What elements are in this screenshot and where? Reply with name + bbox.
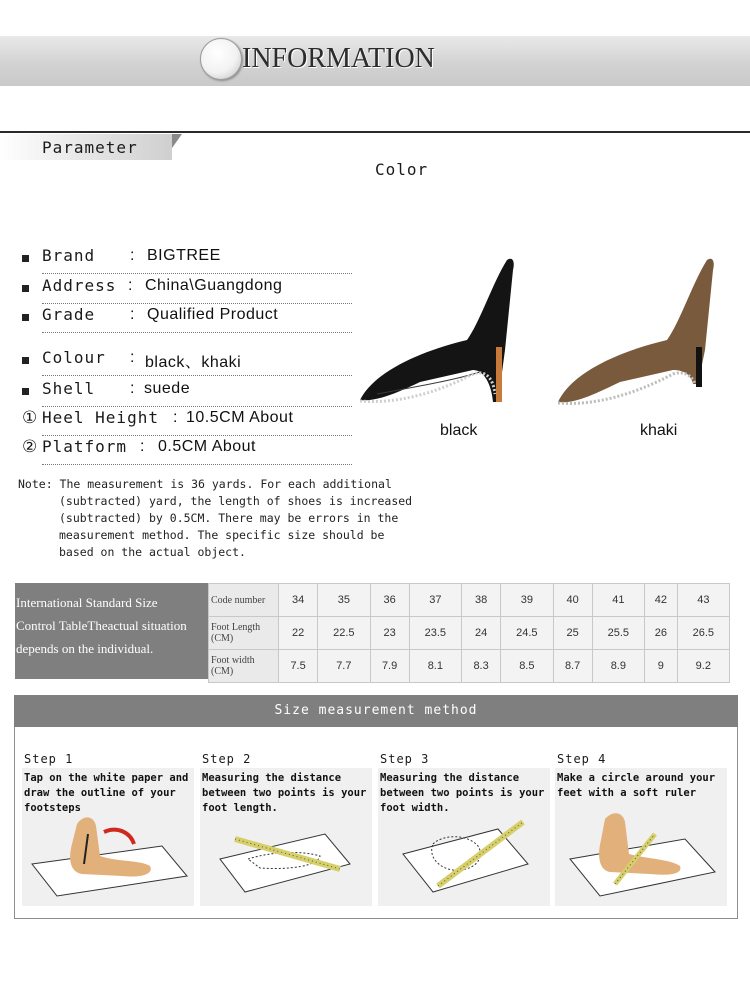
table-cell: 23: [370, 617, 409, 650]
table-cell: 8.3: [462, 650, 501, 683]
circled-one-icon: ①: [22, 408, 38, 428]
table-cell: 7.9: [370, 650, 409, 683]
table-cell: 8.5: [501, 650, 553, 683]
table-cell: 25: [553, 617, 592, 650]
square-bullet-icon: [22, 314, 29, 321]
method-title: Size measurement method: [274, 703, 478, 718]
note-line: Note: The measurement is 36 yards. For each additional: [18, 477, 392, 491]
dotted-divider: [42, 375, 352, 376]
table-cell: 40: [553, 584, 592, 617]
title-line: Control TableTheactual situation: [16, 618, 187, 633]
spec-key: Colour: [42, 348, 106, 367]
table-cell: 37: [409, 584, 461, 617]
spec-row-colour: [22, 348, 352, 374]
spec-sep: :: [130, 349, 135, 366]
spec-sep: :: [130, 247, 135, 264]
spec-sep: :: [140, 438, 145, 455]
spec-key: Shell: [42, 379, 96, 398]
step-4-card: [555, 768, 727, 906]
spec-value: Qualified Product: [147, 306, 279, 323]
size-table-title: [15, 583, 208, 679]
step-3-title: Step 3: [380, 752, 430, 766]
foot-outline-icon: [22, 804, 194, 904]
color-label: Color: [375, 160, 429, 179]
step-2-title: Step 2: [202, 752, 252, 766]
table-cell: 43: [677, 584, 729, 617]
dotted-divider: [42, 435, 352, 436]
table-cell: 7.5: [279, 650, 318, 683]
parameter-label: Parameter: [42, 138, 138, 157]
square-bullet-icon: [22, 255, 29, 262]
size-grid: [208, 583, 730, 683]
foot-width-ruler-icon: [378, 804, 550, 904]
spec-key: Brand: [42, 246, 96, 265]
dotted-divider: [42, 332, 352, 333]
tab-notch: [172, 134, 182, 148]
table-row: [209, 617, 730, 650]
size-table: [15, 583, 730, 679]
spec-key: Grade: [42, 305, 96, 324]
table-cell: 42: [645, 584, 678, 617]
foot-length-ruler-icon: [200, 804, 372, 904]
table-cell: 41: [592, 584, 644, 617]
dotted-divider: [42, 303, 352, 304]
square-bullet-icon: [22, 357, 29, 364]
shoe-label-khaki: khaki: [640, 422, 678, 439]
dotted-divider: [42, 406, 352, 407]
table-cell: 22: [279, 617, 318, 650]
row-header: Foot width (CM): [209, 650, 279, 683]
spec-value: 0.5CM About: [158, 438, 256, 455]
foot-circle-ruler-icon: [555, 804, 727, 904]
banner-title: INFORMATION: [242, 43, 435, 74]
table-cell: 22.5: [318, 617, 370, 650]
measurement-note: [18, 476, 418, 561]
step-desc: Measuring the distance between two points is your foot length.: [202, 772, 367, 814]
spec-row-grade: [22, 305, 352, 331]
spec-value: suede: [144, 380, 191, 397]
spec-sep: :: [128, 277, 133, 294]
table-cell: 26: [645, 617, 678, 650]
spec-row-shell: [22, 379, 352, 405]
note-line: measurement method. The specific size should be: [59, 528, 385, 542]
spec-row-platform: [22, 437, 352, 463]
table-row: [209, 584, 730, 617]
table-cell: 8.9: [592, 650, 644, 683]
step-2-card: [200, 768, 372, 906]
shoe-images: [355, 252, 735, 412]
step-1-card: [22, 768, 194, 906]
table-cell: 35: [318, 584, 370, 617]
table-cell: 26.5: [677, 617, 729, 650]
table-cell: 7.7: [318, 650, 370, 683]
table-cell: 38: [462, 584, 501, 617]
note-line: (subtracted) yard, the length of shoes is increased: [59, 494, 413, 508]
row-header: Code number: [209, 584, 279, 617]
spec-value: black、khaki: [145, 354, 242, 371]
table-cell: 24: [462, 617, 501, 650]
table-cell: 34: [279, 584, 318, 617]
step-3-card: [378, 768, 550, 906]
dotted-divider: [42, 273, 352, 274]
note-line: (subtracted) by 0.5CM. There may be errors in the: [59, 511, 399, 525]
divider: [0, 131, 750, 133]
spec-key: Platform: [42, 437, 128, 456]
table-cell: 23.5: [409, 617, 461, 650]
table-cell: 9.2: [677, 650, 729, 683]
table-cell: 8.1: [409, 650, 461, 683]
step-desc: Tap on the white paper and draw the outline of your footsteps: [24, 772, 189, 814]
spec-row-brand: [22, 246, 352, 272]
title-line: International Standard Size: [16, 595, 158, 610]
step-4-title: Step 4: [557, 752, 607, 766]
circled-two-icon: ②: [22, 437, 38, 457]
title-line: depends on the individual.: [16, 641, 154, 656]
step-desc: Make a circle around your feet with a soft ruler: [557, 772, 716, 799]
step-1-title: Step 1: [24, 752, 74, 766]
table-cell: 39: [501, 584, 553, 617]
square-bullet-icon: [22, 388, 29, 395]
khaki-shoe-image: [558, 259, 714, 404]
table-cell: 8.7: [553, 650, 592, 683]
spec-value: BIGTREE: [147, 247, 221, 264]
table-cell: 9: [645, 650, 678, 683]
spec-sep: :: [130, 306, 135, 323]
shoe-label-black: black: [440, 422, 478, 439]
spec-value: China\Guangdong: [145, 277, 283, 294]
table-row: [209, 650, 730, 683]
note-line: based on the actual object.: [59, 545, 246, 559]
circle-icon: [200, 38, 242, 80]
square-bullet-icon: [22, 285, 29, 292]
table-cell: 24.5: [501, 617, 553, 650]
table-cell: 25.5: [592, 617, 644, 650]
spec-row-address: [22, 276, 352, 302]
step-desc: Measuring the distance between two points is your foot width.: [380, 772, 545, 814]
spec-key: Address: [42, 276, 117, 295]
spec-key: Heel Height: [42, 408, 159, 427]
spec-sep: :: [130, 380, 135, 397]
dotted-divider: [42, 464, 352, 465]
black-shoe-image: [360, 259, 514, 402]
spec-value: 10.5CM About: [186, 409, 294, 426]
spec-row-heel-height: [22, 408, 352, 434]
spec-sep: :: [173, 409, 178, 426]
table-cell: 36: [370, 584, 409, 617]
row-header: Foot Length (CM): [209, 617, 279, 650]
